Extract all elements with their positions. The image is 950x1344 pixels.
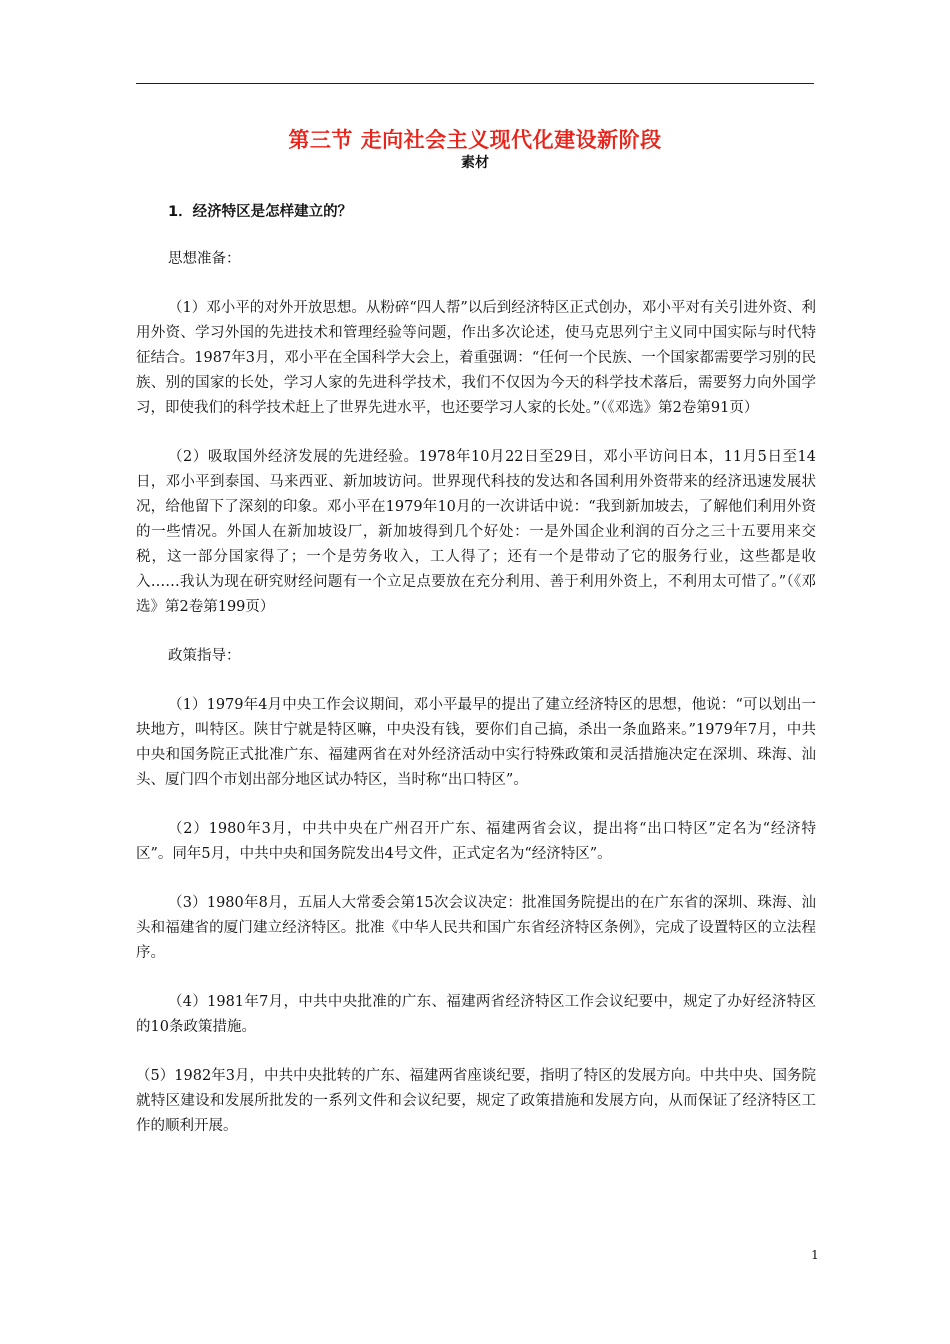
page-title: 第三节 走向社会主义现代化建设新阶段	[288, 128, 662, 152]
paragraph: （4）1981年7月，中共中央批准的广东、福建两省经济特区工作会议纪要中，规定了办好经济特区的10条政策措施。	[136, 994, 816, 1035]
page-number: 1	[811, 1248, 819, 1262]
header-rule	[136, 83, 814, 84]
paragraph: （2）吸取国外经济发展的先进经验。1978年10月22日至29日，邓小平访问日本，11月5日至14日，邓小平到泰国、马来西亚、新加坡访问。世界现代科技的发达和各国利用外资带来的经济迅速发展状况，给他留下了深刻的印象。邓小平在1979年10月的一次讲话中说：“我到新加坡去，了解他们利用外资的一些情况。外国人在新加坡设厂，新加坡得到几个好处：一是外国企业利润的百分之三十五要用来交税，这一部分国家得了；一个是劳务收入，工人得了；还有一个是带动了它的服务行业，这些都是收入……我认为现在研究财经问题有一个立足点要放在充分利用、善于利用外资上，不利用太可惜了。”（《邓选》第2卷第199页）	[136, 449, 816, 615]
paragraph: （2）1980年3月，中共中央在广州召开广东、福建两省会议，提出将“出口特区”定名为“经济特区”。同年5月，中共中央和国务院发出4号文件，正式定名为“经济特区”。	[136, 821, 816, 862]
page-subtitle: 素材	[461, 155, 489, 171]
section-label-ideology: 思想准备：	[168, 251, 241, 267]
paragraph: （5）1982年3月，中共中央批转的广东、福建两省座谈纪要，指明了特区的发展方向。中共中央、国务院就特区建设和发展所批发的一系列文件和会议纪要，规定了政策措施和发展方向，从而保证了经济特区工作的顺利开展。	[136, 1068, 816, 1134]
section-label-policy: 政策指导：	[168, 648, 241, 664]
paragraph: （3）1980年8月，五届人大常委会第15次会议决定：批准国务院提出的在广东省的深圳、珠海、汕头和福建省的厦门建立经济特区。批准《中华人民共和国广东省经济特区条例》，完成了设置特区的立法程序。	[136, 895, 816, 961]
question-heading: 1．经济特区是怎样建立的？	[168, 204, 353, 220]
document-body	[136, 200, 816, 1163]
paragraph: （1）1979年4月中央工作会议期间，邓小平最早的提出了建立经济特区的思想，他说：“可以划出一块地方，叫特区。陕甘宁就是特区嘛，中央没有钱，要你们自己搞，杀出一条血路来。”1979年7月，中共中央和国务院正式批准广东、福建两省在对外经济活动中实行特殊政策和灵活措施决定在深圳、珠海、汕头、厦门四个市划出部分地区试办特区，当时称“出口特区”。	[136, 697, 816, 788]
paragraph: （1）邓小平的对外开放思想。从粉碎“四人帮”以后到经济特区正式创办，邓小平对有关引进外资、利用外资、学习外国的先进技术和管理经验等问题，作出多次论述，使马克思列宁主义同中国实际与时代特征结合。1987年3月，邓小平在全国科学大会上，着重强调：“任何一个民族、一个国家都需要学习别的民族、别的国家的长处，学习人家的先进科学技术，我们不仅因为今天的科学技术落后，需要努力向外国学习，即使我们的科学技术赶上了世界先进水平，也还要学习人家的长处。”（《邓选》第2卷第91页）	[136, 300, 816, 416]
